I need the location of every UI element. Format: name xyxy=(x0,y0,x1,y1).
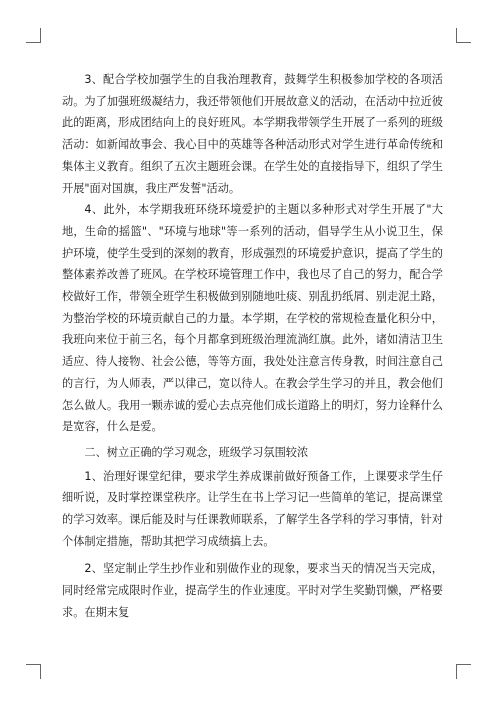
crop-mark-bottom-left xyxy=(26,664,41,679)
document-body xyxy=(62,65,443,624)
section-paragraph-2: 2、坚定制止学生抄作业和别做作业的现象，要求当天的情况当天完成，同时经常完成限时作业，提高学生的作业速度。平时对学生奖勤罚懒，严格要求。在期末复 xyxy=(62,562,443,619)
section-paragraph-1: 1、治理好课堂纪律，要求学生养成课前做好预备工作，上课要求学生仔细听说，及时掌控课堂秩序。让学生在书上学习记一些简单的笔记，提高课堂的学习效率。课后能及时与任课教师联系，了解学生各学科的学习事情，针对个体制定措施，帮助其把学习成绩搞上去。 xyxy=(62,469,443,548)
crop-mark-top-right xyxy=(456,28,471,43)
section-heading: 二、树立正确的学习观念，班级学习氛围较浓 xyxy=(84,445,309,459)
crop-mark-bottom-right xyxy=(456,664,471,679)
paragraph-4: 4、此外，本学期我班环绕环境爱护的主题以多种形式对学生开展了"大地，生命的摇篮"、"环境与地球"等一系列的活动，倡导学生从小说卫生，保护环境，使学生受到的深刻的教育，形成强烈的环境爱护意识，提高了学生的整体素养改善了班风。在学校环境管理工作中，我也尽了自己的努力，配合学校做好工作，带领全班学生积极做到别随地吐痰、别乱扔纸屑、别走泥土路，为整治学校的环境贡献自己的力量。本学期，在学校的常规检查量化积分中，我班向来位于前三名，每个月都拿到班级治理流淌红旗。此外，诸如清洁卫生适应、待人接物、社会公德，等等方面，我处处注意言传身教，时间注意自己的言行，为人师表，严以律己，宽以待人。在教会学生学习的并且，教会他们怎么做人。我用一颗赤诚的爱心去点亮他们成长道路上的明灯，努力诠释什么是宽容，什么是爱。 xyxy=(62,203,443,434)
crop-mark-top-left xyxy=(26,28,41,43)
paragraph-3: 3、配合学校加强学生的自我治理教育，鼓舞学生积极参加学校的各项活动。为了加强班级凝结力，我还带领他们开展故意义的活动，在活动中拉近彼此的距离，形成团结向上的良好班风。本学期我带领学生开展了一系列的班级活动：如新闻故事会、我心目中的英雄等各种活动形式对学生进行革命传统和集体主义教育。组织了五次主题班会课。在学生处的直接指导下，组织了学生开展"面对国旗，我庄严发誓"活动。 xyxy=(62,73,443,195)
